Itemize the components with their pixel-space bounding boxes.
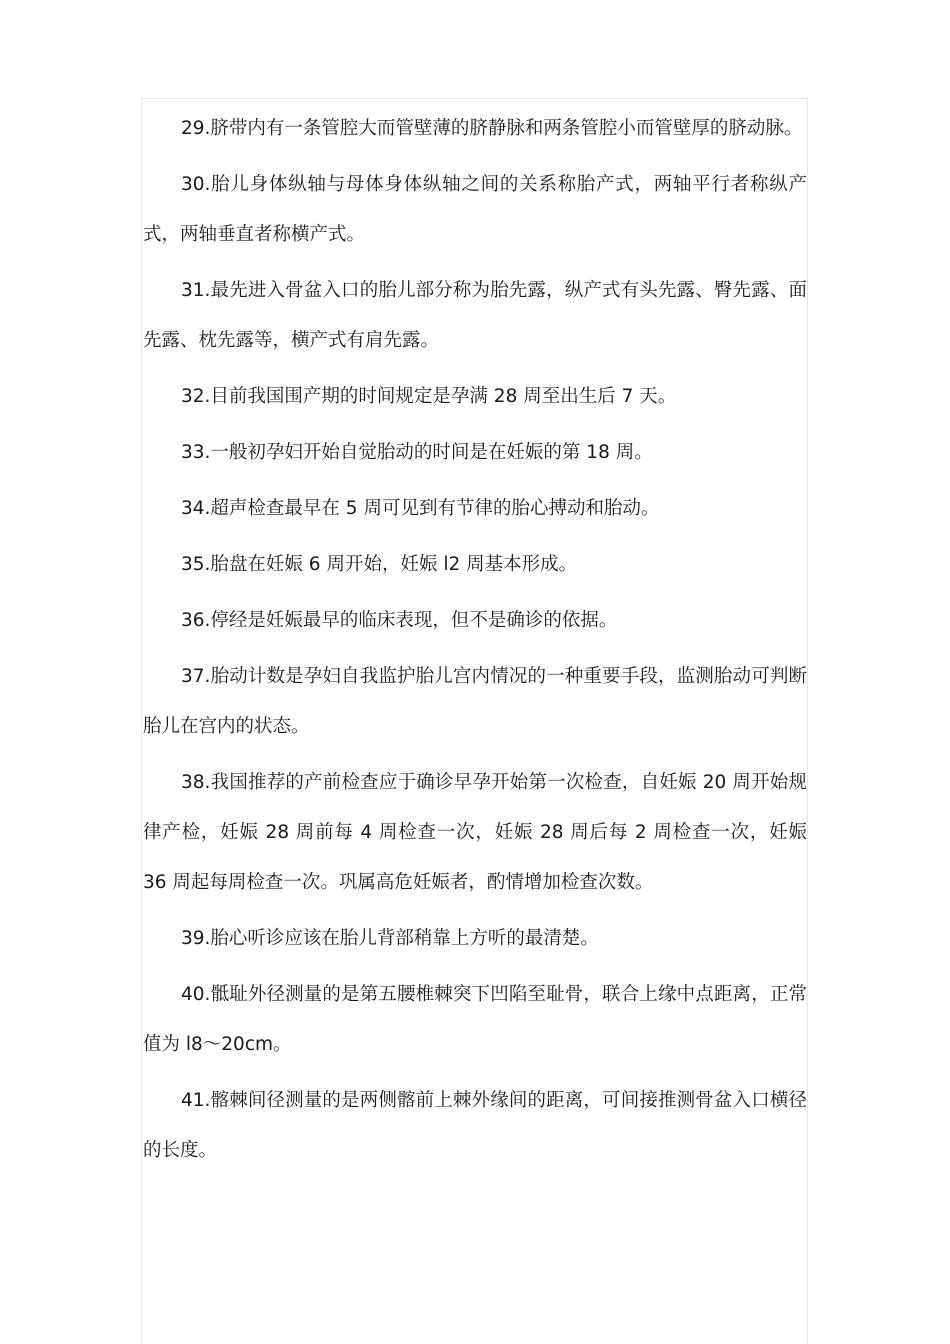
- paragraph-32: 32.目前我国围产期的时间规定是孕满 28 周至出生后 7 天。: [181, 386, 677, 407]
- paragraph-36: 36.停经是妊娠最早的临床表现，但不是确诊的依据。: [181, 610, 618, 631]
- paragraph-40: 40.骶耻外径测量的是第五腰椎棘突下凹陷至耻骨，联合上缘中点距离，正常值为 l8～20cm。: [143, 984, 807, 1055]
- paragraph-29: 29.脐带内有一条管腔大而管壁薄的脐静脉和两条管腔小而管壁厚的脐动脉。: [181, 118, 803, 139]
- paragraph-30: 30.胎儿身体纵轴与母体身体纵轴之间的关系称胎产式，两轴平行者称纵产式，两轴垂直者称横产式。: [143, 174, 807, 245]
- paragraph-31: 31.最先进入骨盆入口的胎儿部分称为胎先露，纵产式有头先露、臀先露、面先露、枕先露等，横产式有肩先露。: [143, 280, 807, 351]
- paragraph-34: 34.超声检查最早在 5 周可见到有节律的胎心搏动和胎动。: [181, 498, 660, 519]
- paragraph-39: 39.胎心听诊应该在胎儿背部稍靠上方听的最清楚。: [181, 928, 599, 949]
- paragraph-41: 41.髂棘间径测量的是两侧髂前上棘外缘间的距离，可间接推测骨盆入口横径的长度。: [143, 1090, 807, 1161]
- document-body: [143, 104, 807, 1182]
- paragraph-35: 35.胎盘在妊娠 6 周开始，妊娠 l2 周基本形成。: [181, 554, 578, 575]
- paragraph-37: 37.胎动计数是孕妇自我监护胎儿宫内情况的一种重要手段，监测胎动可判断胎儿在宫内的状态。: [143, 666, 807, 737]
- paragraph-38: 38.我国推荐的产前检查应于确诊早孕开始第一次检查，自妊娠 20 周开始规律产检，妊娠 28 周前每 4 周检查一次，妊娠 28 周后每 2 周检查一次，妊娠 36 周起每周检查一次。巩属高危妊娠者，酌情增加检查次数。: [143, 772, 807, 893]
- paragraph-33: 33.一般初孕妇开始自觉胎动的时间是在妊娠的第 18 周。: [181, 442, 653, 463]
